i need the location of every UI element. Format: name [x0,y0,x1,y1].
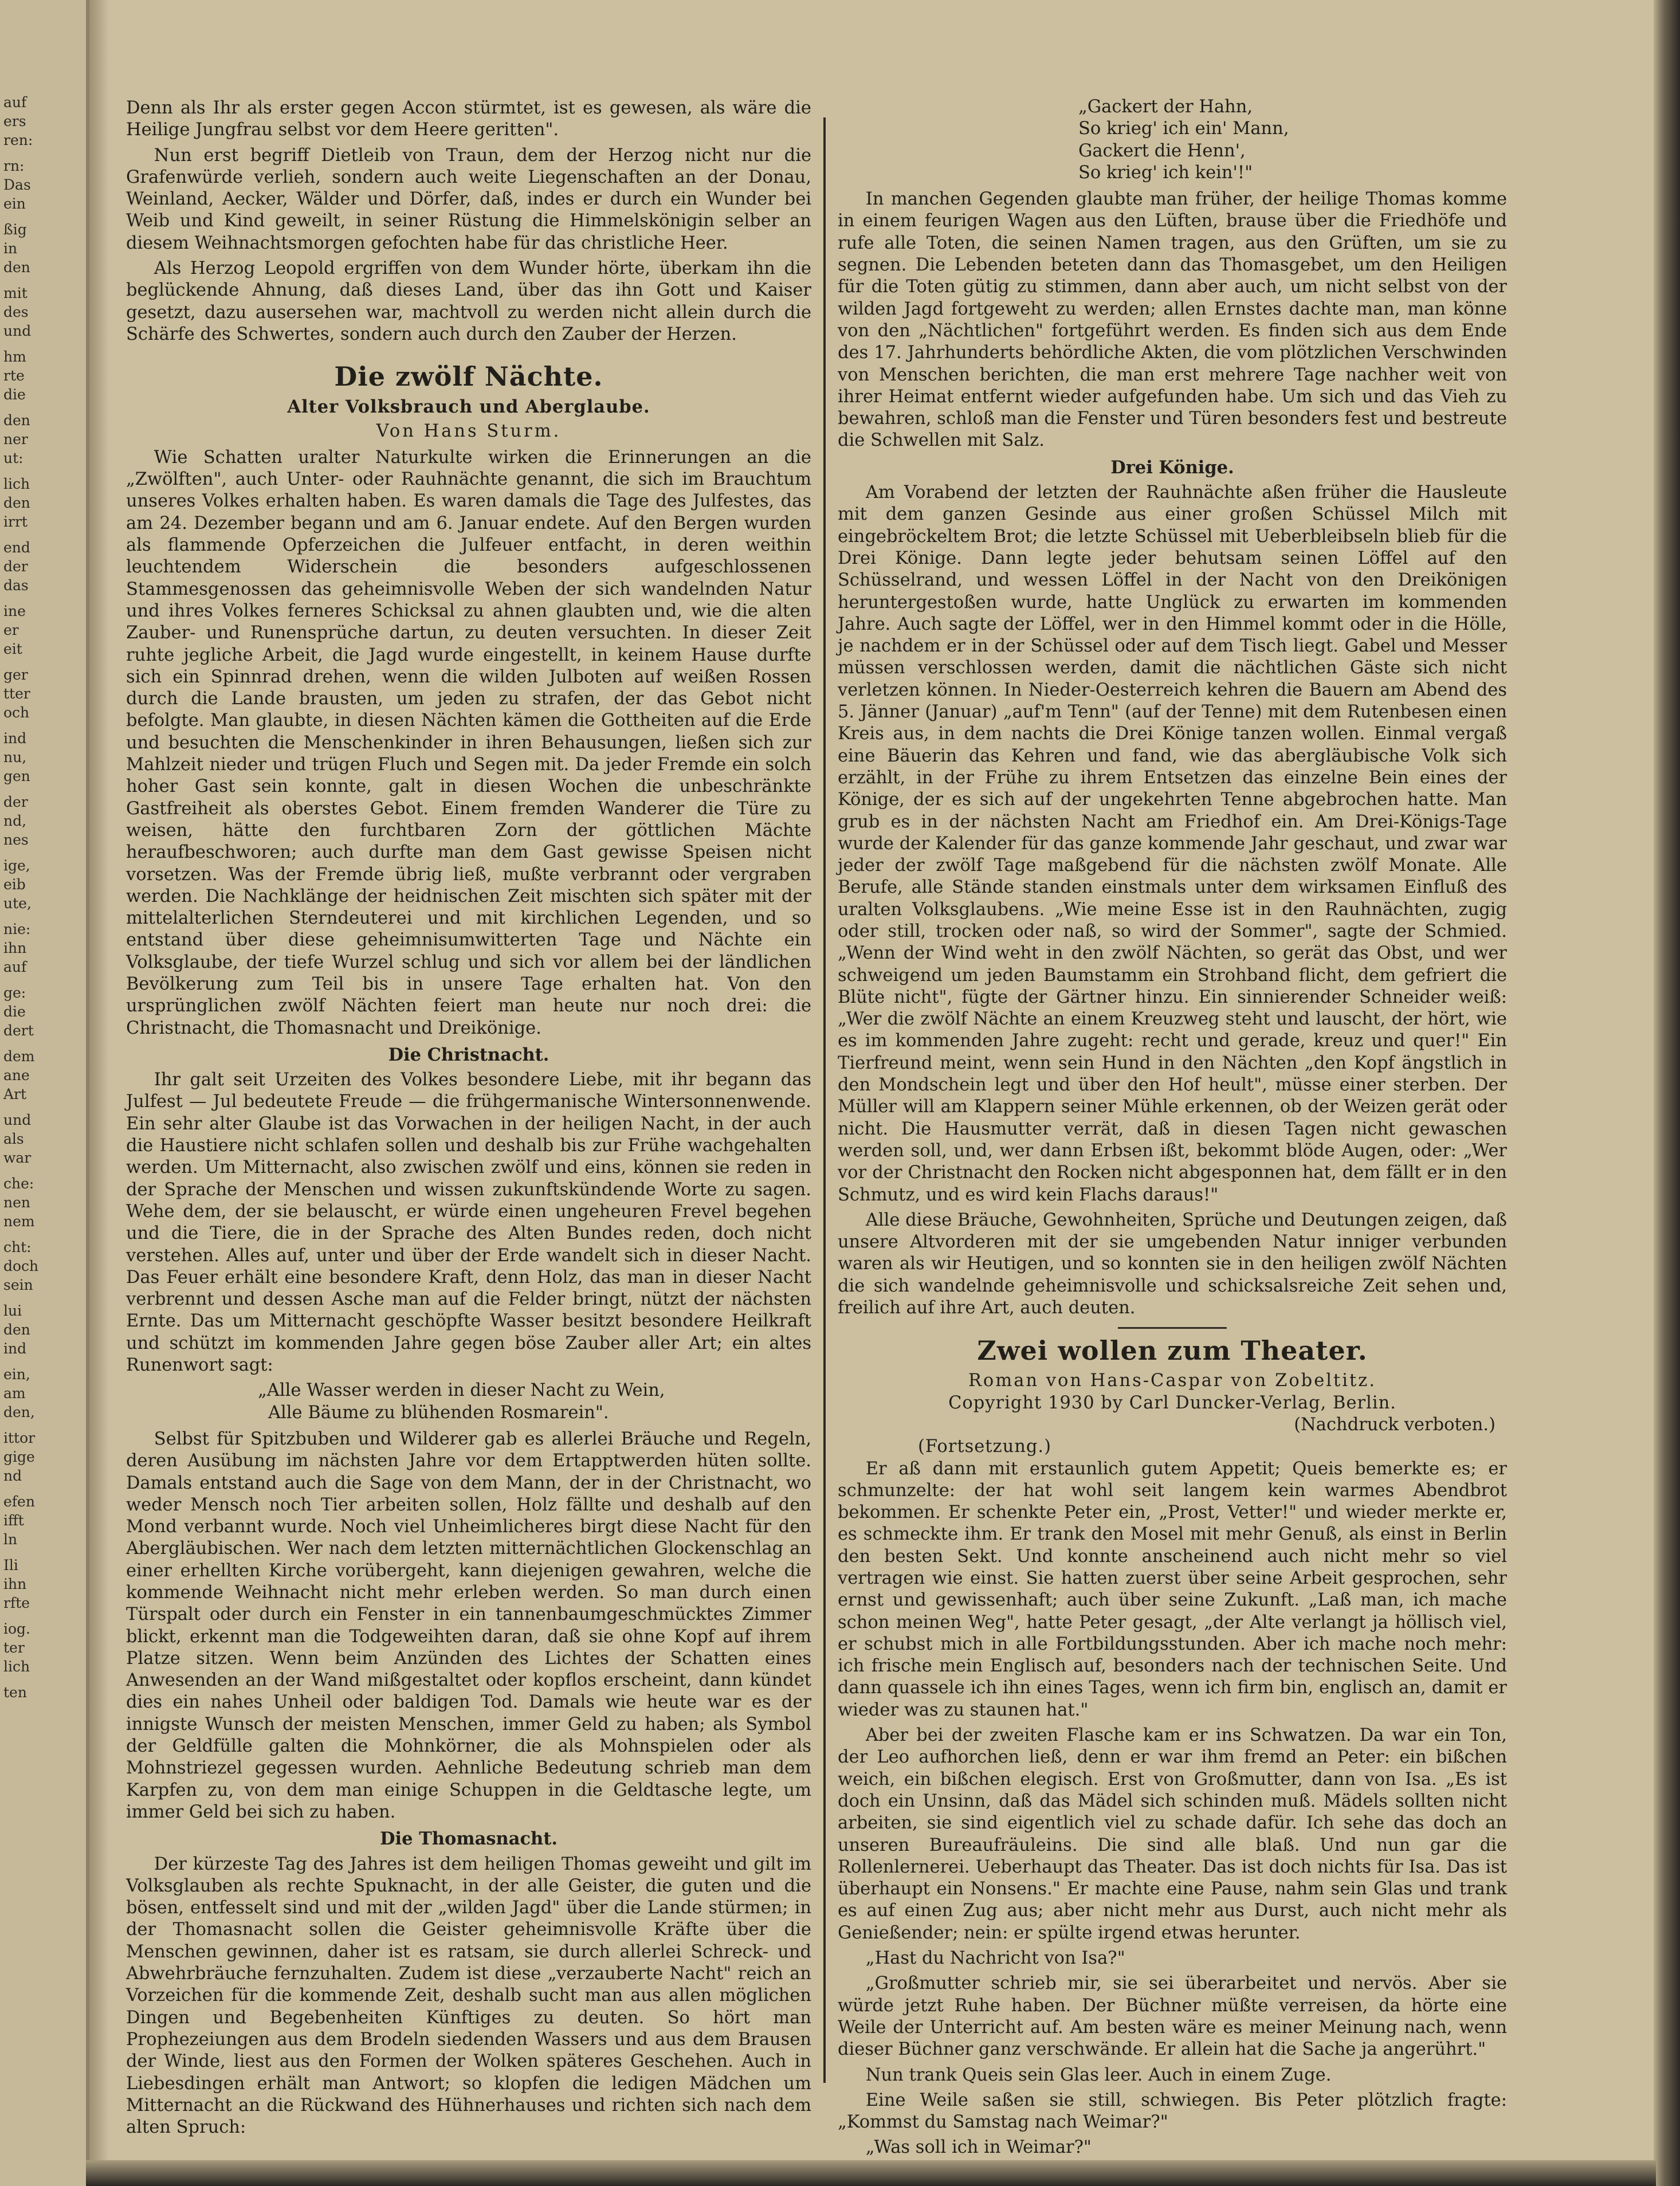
margin-fragment: gen [3,768,30,784]
margin-fragment: ute, [3,895,32,912]
margin-fragment: ut: [3,450,23,466]
novel-paragraph: Aber bei der zweiten Flasche kam er ins Schwatzen. Da war ein Ton, der Leo aufhorchen ließ, denn er war ihm fremd an Peter: ein bißchen weich, ein bißchen elegisch. Erst von Großmutter, dann von Isa. „Es ist doch ein Unsinn, daß das Mädel sich schinden muß. Mädels sollten nicht arbeiten, sie sind eigentlich viel zu schade dafür. Ich sehe das doch an unseren Bureaufräuleins. Die sind alle blaß. Und nun gar die Rollenlernerei. Ueberhaupt das Theater. Das ist doch nichts für Isa. Das ist überhaupt ein Nonsens." Er machte eine Pause, nahm sein Glas und trank es auf einen Zug aus; aber nicht mehr aus Durst, auch nicht mehr als Genießender; nein: er spülte irgend etwas herunter. [838,1725,1507,1943]
margin-fragment: am [3,1385,26,1402]
left-column [126,97,811,2138]
verse-water [126,1380,811,1424]
margin-fragment: lich [3,1658,30,1675]
margin-fragment: der [3,794,28,810]
margin-fragment: den [3,412,30,429]
article-paragraph: In manchen Gegenden glaubte man früher, der heilige Thomas komme in einem feurigen Wagen aus den Lüften, brause über die Friedhöfe und rufe alle Toten, die seinen Namen tragen, aus den Grüften, um sie zu segnen. Die Lebenden beteten dann das Thomasgebet, um den Heiligen für die Toten gütig zu stimmen, dann aber auch, um nicht selbst von der wilden Jagd fortgeweht zu werden; allen Ernstes dachte man, man könne von den „Nächtlichen" fortgeführt werden. Es finden sich aus dem Ende des 17. Jahrhunderts behördliche Akten, die vom plötzlichen Verschwinden von Menschen berichten, die man erst mehrere Tage nachher weit von ihrer Heimat entfernt wieder aufgefunden habe. Um sich und das Vieh zu bewahren, schloß man die Fenster und Türen besonders fest und bestreute die Schwellen mit Salz. [838,189,1507,451]
margin-fragment: der [3,558,28,575]
novel-continuation: (Fortsetzung.) [918,1437,1052,1457]
margin-fragment: ger [3,666,28,683]
margin-fragment: auf [3,94,27,111]
margin-fragment: ein [3,195,26,212]
margin-fragment: in [3,240,18,257]
right-column [838,97,1507,2158]
novel-copyright: Copyright 1930 by Carl Duncker-Verlag, Berlin. [948,1392,1396,1413]
margin-fragment: und [3,1112,32,1128]
margin-fragment: ten [3,1684,27,1701]
margin-fragment: dem [3,1048,35,1065]
margin-fragment: sein [3,1277,33,1293]
verse-line: So krieg' ich ein' Mann, [1078,119,1289,139]
section-heading-christnacht: Die Christnacht. [388,1044,549,1065]
margin-fragment: lich [3,476,30,492]
article-title: Die zwölf Nächte. [334,361,603,393]
intro-paragraph: Als Herzog Leopold ergriffen von dem Wunder hörte, überkam ihn die beglückende Ahnung, daß dieses Land, über das ihn Gott und Kaiser gesetzt, dazu ausersehen war, machtvoll zu werden nicht allein durch die Schärfe des Schwertes, sondern auch durch den Zauber der Herzen. [126,258,811,344]
margin-fragment: den [3,259,30,276]
article-author: Von Hans Sturm. [376,421,562,441]
gutter-shadow [89,0,109,2186]
margin-fragment: die [3,386,26,403]
novel-paragraph: Er aß dann mit erstaunlich gutem Appetit; Queis bemerkte es; er schmunzelte: der hat wohl seit langem kein warmes Abendbrot bekommen. Er schenkte Peter ein, „Prost, Vetter!" und wieder merkte er, es schmeckte ihm. Er trank den Mosel mit mehr Genuß, als einst in Berlin den besten Sekt. Und konnte anscheinend auch nicht mehr so viel vertragen wie einst. Sie hatten zuerst über seine Arbeit gesprochen, sehr ernst und gewissenhaft; auch über seine Zukunft. „Laß man, ich mache schon meinen Weg", hatte Peter gesagt, „der Alte verlangt ja höllisch viel, er schubst mich in alle Fortbildungsstunden. Aber ich mache noch mehr: ich frische mein Englisch auf, besonders nach der technischen Seite. Und dann quassele ich ihn eines Tages, wenn ich firm bin, englisch an, damit er wieder was zu staunen hat." [838,1458,1507,1720]
margin-fragment: hm [3,348,26,365]
margin-fragment: den [3,495,30,511]
margin-fragment: eit [3,641,22,657]
margin-fragment: ifft [3,1512,24,1529]
previous-page-margin-text [3,86,84,1702]
margin-fragment: nen [3,1194,30,1211]
margin-fragment: Das [3,176,31,193]
margin-fragment: ln [3,1531,18,1548]
margin-fragment: ind [3,1340,27,1357]
article-paragraph: Alle diese Bräuche, Gewohnheiten, Sprüche und Deutungen zeigen, daß unsere Altvorderen mit der sie umgebenden Natur inniger verbunden waren als wir Heutigen, und so konnten sie in den heiligen zwölf Nächten die sich wandelnde geheimnisvolle und schicksalsreiche Zeit sehen und, freilich auf ihre Art, auch deuten. [838,1210,1507,1318]
margin-fragment: des [3,304,29,320]
margin-fragment: ige, [3,857,30,874]
margin-fragment: doch [3,1258,39,1274]
margin-fragment: nu, [3,749,27,766]
novel-byline: Roman von Hans-Caspar von Zobeltitz. [968,1371,1377,1391]
margin-fragment: ein, [3,1366,30,1383]
previous-page-fragment [0,0,89,2186]
verse-hahn [838,96,1507,184]
margin-fragment: ihn [3,1576,27,1592]
verse-line: Alle Bäume zu blühenden Rosmarein". [268,1402,609,1423]
margin-fragment: ter [3,1639,25,1656]
margin-fragment: den [3,1321,30,1338]
margin-fragment: nes [3,831,29,848]
margin-fragment: die [3,1003,26,1020]
margin-fragment: gige [3,1449,35,1465]
verse-line: Gackert die Henn', [1078,140,1246,161]
margin-fragment: den, [3,1404,35,1420]
margin-fragment: iog. [3,1620,30,1637]
margin-fragment: Art [3,1086,27,1102]
novel-reprint-note: (Nachdruck verboten.) [1294,1414,1495,1435]
margin-fragment: och [3,704,30,721]
novel-paragraph: Eine Weile saßen sie still, schwiegen. Bis Peter plötzlich fragte: „Kommst du Samstag nach Weimar?" [838,2090,1507,2133]
separator-rule [1118,1327,1227,1329]
section-heading-thomasnacht: Die Thomasnacht. [380,1828,558,1850]
margin-fragment: er [3,622,19,638]
novel-title: Zwei wollen zum Theater. [977,1335,1368,1367]
margin-fragment: ind [3,730,27,747]
margin-fragment: auf [3,959,27,975]
verse-line: So krieg' ich kein'!" [1078,162,1253,183]
margin-fragment: das [3,577,29,594]
margin-fragment: ers [3,113,26,129]
verse-line: „Alle Wasser werden in dieser Nacht zu Wein, [258,1380,665,1401]
margin-fragment: ren: [3,132,33,148]
margin-fragment: end [3,539,30,556]
margin-fragment: mit [3,285,28,301]
margin-fragment: ane [3,1067,30,1084]
margin-fragment: rfte [3,1595,30,1611]
margin-fragment: efen [3,1493,35,1510]
margin-fragment: nd, [3,813,27,829]
novel-paragraph: Nun trank Queis sein Glas leer. Auch in einem Zuge. [865,2065,1332,2085]
margin-fragment: nie: [3,921,31,937]
margin-fragment: dert [3,1022,34,1039]
section-heading-drei-koenige: Drei Könige. [1110,457,1234,478]
margin-fragment: rn: [3,158,25,174]
margin-fragment: nem [3,1213,35,1230]
margin-fragment: ßig [3,221,27,238]
margin-fragment: nd [3,1467,22,1484]
intro-paragraph: Nun erst begriff Dietleib von Traun, dem der Herzog nicht nur die Grafenwürde verlieh, sondern auch weite Liegenschaften an der Donau, Weinland, Aecker, Wälder und Dörfer, daß, indes er durch ein Wunder bei Weib und Kind geweilt, in seiner Rüstung die Himmelskönigin selber an diesem Weihnachtsmorgen gefochten habe für das christliche Heer. [126,145,811,253]
novel-paragraph: „Großmutter schrieb mir, sie sei überarbeitet und nervös. Aber sie würde jetzt Ruhe haben. Der Büchner müßte verreisen, da hörte eine Weile der Unterricht auf. Am besten wäre es meiner Meinung nach, wenn dieser Büchner ganz verschwände. Er allein hat die Sache ja angerührt." [838,1973,1507,2060]
article-paragraph: Wie Schatten uralter Naturkulte wirken die Erinnerungen an die „Zwölften", auch Unter- oder Rauhnächte genannt, die sich im Brauchtum unseres Volkes erhalten haben. Es waren damals die Tage des Julfestes, das am 24. Dezember begann und am 6. Januar endete. Auf den Bergen wurden als flammende Opferzeichen die Julfeuer entfacht, in deren weithin leuchtendem Widerschein die besonders aufgeschlossenen Stammesgenossen das geheimnisvolle Weben der sich wandelnden Natur und ihres Volkes ferneres Schicksal zu ahnen glaubten und, wie die alten Zauber- und Runensprüche dartun, zu deuten versuchten. In dieser Zeit ruhte jegliche Arbeit, die Jagd wurde eingestellt, in keinem Hause durfte sich ein Spinnrad drehen, wenn die wilden Julboten auf weißen Rossen durch die Lande brausten, um jeden zu strafen, der das Gebot nicht befolgte. Man glaubte, in diesen Nächten kämen die Gottheiten auf die Erde und besuchten die Menschenkinder in ihren Behausungen, ließen sich zur Mahlzeit nieder und trügen Fluch und Segen mit. Da jeder Fremde ein solch hoher Gast sein konnte, galt in diesen Wochen die unbeschränkte Gastfreiheit als oberstes Gebot. Einem fremden Wanderer die Türe zu weisen, hätte den furchtbaren Zorn der göttlichen Mächte heraufbeschworen; auch durfte man dem Gast gewisse Speisen nicht vorsetzen. Was der Fremde übrig ließ, mußte verbrannt oder vergraben werden. Die Nachklänge der heidnischen Zeit mischten sich später mit der mittelalterlichen Sterndeuterei und mit kirchlichen Legenden, und so entstand über diese geheimnisumwitterten Tage und Nächte ein Volksglaube, der tiefe Wurzel schlug und sich vor allem bei der ländlichen Bevölkerung zum Teil bis in unsere Tage erhalten hat. Von den ursprünglichen zwölf Nächten feiert man heute nur noch drei: die Christnacht, die Thomasnacht und Dreikönige. [126,447,811,1038]
margin-fragment: als [3,1131,24,1147]
article-paragraph: Selbst für Spitzbuben und Wilderer gab es allerlei Bräuche und Regeln, deren Ausübung im nächsten Jahre vor dem Ertapptwerden hüten sollte. Damals entstand auch die Sage von dem Mann, der in der Christnacht, wo weder Mensch noch Tier arbeiten sollen, Holz fällte und deshalb auf den Mond verbannt wurde. Noch viel Unheimlicheres birgt diese Nacht für den Abergläubischen. Wer nach dem letzten mitternächtlichen Glockenschlag an einer erhellten Kirche vorübergeht, kann diejenigen gewahren, welche die kommende Weihnacht nicht mehr erleben werden. So man durch einen Türspalt oder durch ein Fenster in ein tannenbaumgeschmücktes Zimmer blickt, erkennt man die Todgeweihten daran, daß sie ohne Kopf auf ihrem Platze sitzen. Wenn beim Anzünden des Lichtes der Schatten eines Anwesenden an der Wand mißgestaltet oder kopflos erscheint, dann kündet dies ein nahes Unheil oder baldigen Tod. Damals wie heute war es der innigste Wunsch der meisten Menschen, immer Geld zu haben; als Symbol der Geldfülle galten die Mohnkörner, die als Mohnspielen oder als Mohnstriezel gegessen wurden. Aehnliche Bedeutung schrieb man dem Karpfen zu, von dem man einige Schuppen in die Geldtasche legte, um immer Geld bei sich zu haben. [126,1428,811,1822]
margin-fragment: che: [3,1175,34,1192]
margin-fragment: ine [3,603,26,619]
intro-paragraph: Denn als Ihr als erster gegen Accon stürmtet, ist es gewesen, als wäre die Heilige Jungfrau selbst vor dem Heere geritten". [126,98,811,140]
margin-fragment: war [3,1149,32,1166]
column-divider [823,117,826,2083]
margin-fragment: ner [3,431,28,448]
page-bottom-edge [86,2160,1656,2186]
margin-fragment: rte [3,367,25,384]
margin-fragment: lui [3,1302,22,1319]
article-paragraph: Ihr galt seit Urzeiten des Volkes besondere Liebe, mit ihr begann das Julfest — Jul bedeutete Freude — die frühgermanische Wintersonnenwende. Ein sehr alter Glaube ist das Vorwachen in der heiligen Nacht, in der auch die Haustiere nicht schlafen sollen und deshalb bis zur Frühe wachgehalten werden. Um Mitternacht, also zwischen zwölf und eins, können sie reden in der Sprache der Menschen und wissen zukunftskündende Worte zu sagen. Wehe dem, der sie belauscht, er würde einen ungeheuren Frevel begehen und die Tiere, die in der Sprache des Alten Bundes reden, doch nicht verstehen. Alles auf, unter und über der Erde wandelt sich in dieser Nacht. Das Feuer erhält eine besondere Kraft, denn Holz, das man in dieser Nacht verbrennt und dessen Asche man auf die Felder bringt, nützt der nächsten Ernte. Das um Mitternacht geschöpfte Wasser besitzt besondere Heilkraft und schützt im kommenden Jahre gegen böse Zauber aller Art; ein altes Runenwort sagt: [126,1070,811,1376]
article-subtitle: Alter Volksbrauch und Aberglaube. [287,397,650,418]
verse-line: „Gackert der Hahn, [1078,97,1253,117]
margin-fragment: eib [3,876,26,893]
margin-fragment: ittor [3,1430,36,1446]
margin-fragment: ihn [3,940,27,956]
margin-fragment: und [3,323,32,339]
margin-fragment: tter [3,685,30,702]
article-paragraph: Der kürzeste Tag des Jahres ist dem heiligen Thomas geweiht und gilt im Volksglauben als rechte Spuknacht, in der alle Geister, die guten und die bösen, entfesselt sind und mit der „wilden Jagd" über die Lande stürmen; in der Thomasnacht sollen die Geister geheimnisvolle Kräfte über die Menschen gewinnen, daher ist es ratsam, sie durch allerlei Schreck- und Abwehrbräuche fernzuhalten. Zudem ist diese „verzauberte Nacht" reich an Vorzeichen für die kommende Zeit, deshalb sucht man aus allen möglichen Dingen und Begebenheiten Künftiges zu deuten. So hört man Prophezeiungen aus dem Brodeln siedenden Wassers und aus dem Brausen der Winde, liest aus den Formen der Wolken späteres Geschehen. Auch in Liebesdingen erhält man Antwort; so klopfen die ledigen Mädchen um Mitternacht an die Rückwand des Hühnerhauses und richten sich nach dem alten Spruch: [126,1854,811,2138]
margin-fragment: irrt [3,513,28,530]
page-right-edge [1654,0,1680,2186]
margin-fragment: Ili [3,1557,18,1573]
novel-paragraph: „Was soll ich in Weimar?" [865,2137,1092,2158]
margin-fragment: ge: [3,984,26,1001]
margin-fragment: cht: [3,1239,32,1255]
article-paragraph: Am Vorabend der letzten der Rauhnächte aßen früher die Hausleute mit dem ganzen Gesinde aus einer großen Schüssel Milch mit eingebröckeltem Brot; die letzte Schüssel mit Ueberbleibseln blieb für die Drei Könige. Dann legte jeder behutsam seinen Löffel auf den Schüsselrand, und wessen Löffel in der Nacht von den Dreikönigen heruntergestoßen wurde, hatte Unglück zu erwarten im kommenden Jahre. Auch sagte der Löffel, wer in den Himmel kommt oder in die Hölle, je nachdem er in der Schüssel oder auf dem Tisch liegt. Gabel und Messer müssen verschlossen werden, damit die nächtlichen Gäste sich nicht verletzen können. In Nieder-Oesterreich kehren die Bauern am Abend des 5. Jänner (Januar) „auf'm Tenn" (auf der Tenne) mit dem Rutenbesen einen Kreis aus, in dem nachts die Drei Könige tanzen wollen. Einmal vergaß eine Bäuerin das Kehren und fand, wie das abergläubische Volk sich erzählt, in der Frühe zu ihrem Entsetzen das einzelne Bein eines der Könige, der es sich auf der ungekehrten Tenne abgebrochen hatte. Man grub es in der nächsten Nacht am Friedhof ein. Am Drei-Königs-Tage wurde der Kalender für das ganze kommende Jahr geschaut, und zwar war jeder der zwölf Tage maßgebend für die nächsten zwölf Monate. Alle Berufe, alle Stände standen einstmals unter dem wirksamen Einfluß des uralten Volksglaubens. „Wie meine Esse ist in den Rauhnächten, zugig oder still, trocken oder naß, so wird der Sommer", sagte der Schmied. „Wenn der Wind weht in den zwölf Nächten, so gerät das Obst, und wer schweigend um jeden Baumstamm ein Strohband flicht, dem gefriert die Blüte nicht", fügte der Gärtner hinzu. Ein sinnierender Schneider weiß: „Wer die zwölf Nächte an einem Kreuzweg steht und lauscht, der hört, wie es im kommenden Jahre zugeht: recht und gerade, kreuz und quer!" Ein Tierfreund meint, wenn sein Hund in den Nächten „den Kopf ängstlich in den Mondschein legt und über den Hof heult", müsse einer sterben. Der Müller will am Klappern seiner Mühle erkennen, ob der Weizen gerät oder nicht. Die Hausmutter verrät, daß in diesen Tagen nicht gewaschen werden soll, und, wer dann Erbsen ißt, bekommt blöde Augen, oder: „Wer vor der Christnacht den Rocken nicht abgesponnen hat, dem fällt er in den Schmutz, und es wird kein Flachs daraus!" [838,482,1507,1205]
novel-paragraph: „Hast du Nachricht von Isa?" [865,1948,1125,1969]
